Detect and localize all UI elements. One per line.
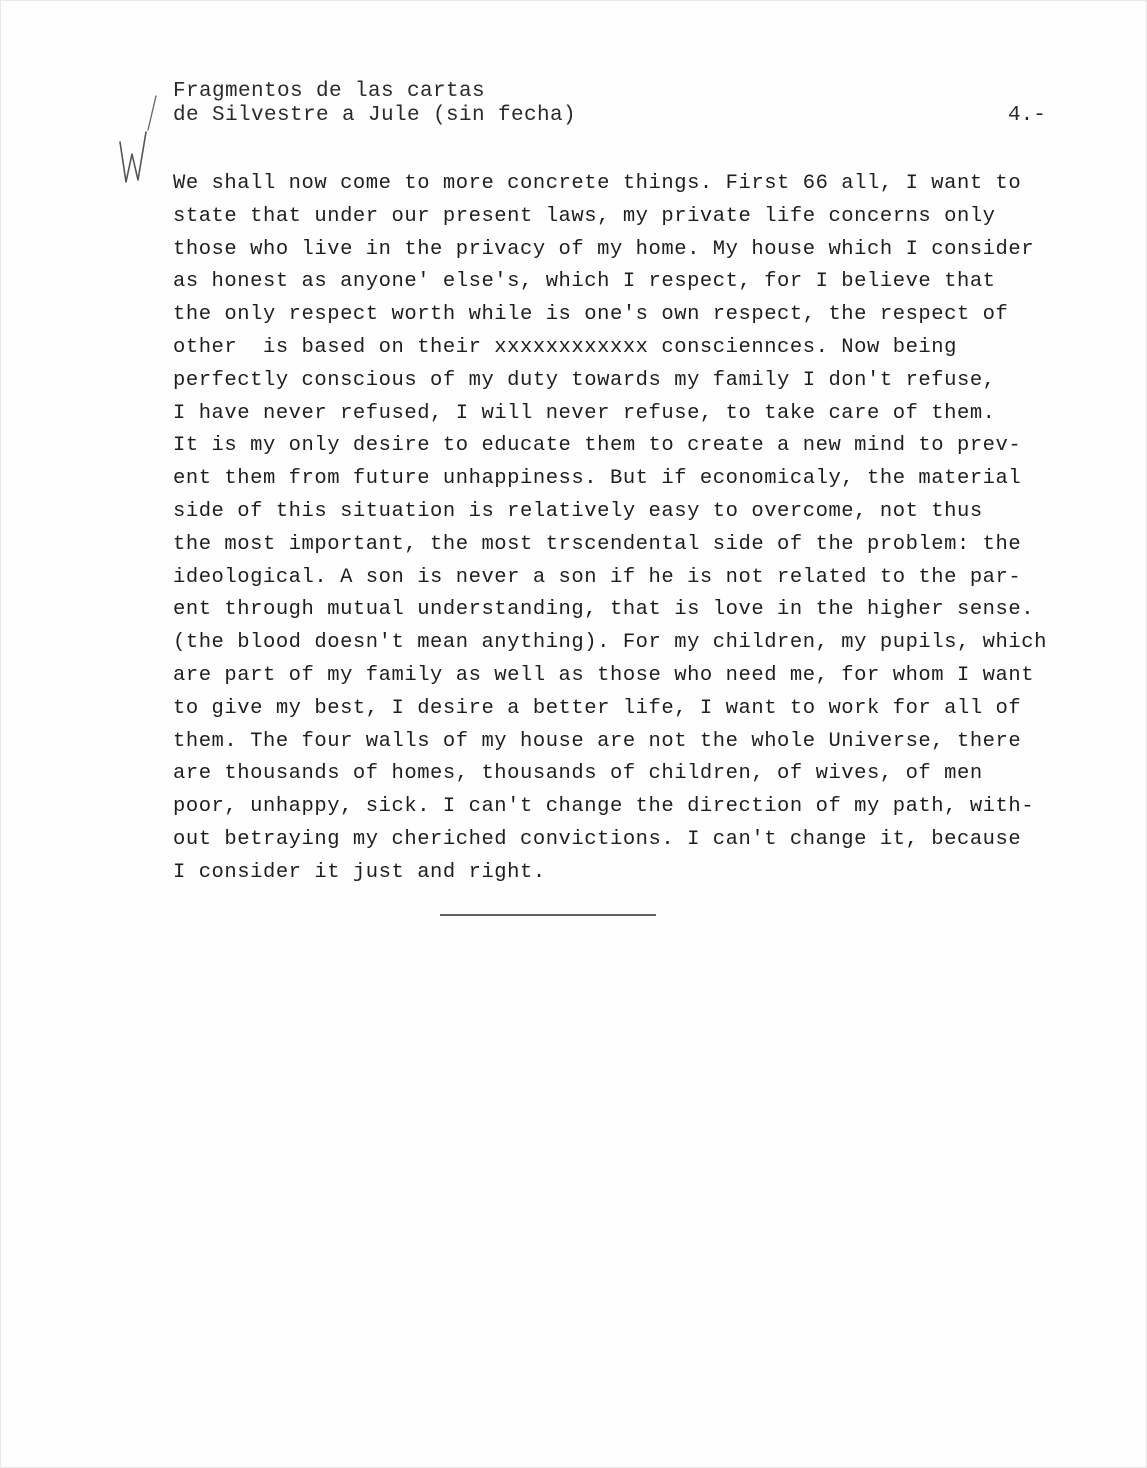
text-line: ideological. A son is never a son if he is not related to the par-: [173, 565, 1022, 589]
text-line: out betraying my cheriched convictions. I can't change it, because: [173, 827, 1022, 851]
text-line: ent through mutual understanding, that is love in the higher sense.: [173, 598, 1035, 622]
text-line: other is based on their xxxxxxxxxxxx consciennces. Now being: [173, 335, 957, 359]
text-line: state that under our present laws, my private life concerns only: [173, 204, 996, 228]
text-line: poor, unhappy, sick. I can't change the direction of my path, with-: [173, 795, 1035, 819]
text-line: them. The four walls of my house are not the whole Universe, there: [173, 729, 1022, 753]
text-line: It is my only desire to educate them to create a new mind to prev-: [173, 434, 1022, 458]
text-line: as honest as anyone' else's, which I respect, for I believe that: [173, 270, 996, 294]
text-line: perfectly conscious of my duty towards my family I don't refuse,: [173, 368, 996, 392]
closing-divider-line: [440, 914, 656, 916]
letter-body: [173, 168, 1113, 890]
text-line: side of this situation is relatively easy to overcome, not thus: [173, 499, 983, 523]
page-number: 4.-: [1008, 104, 1046, 127]
handwritten-initial-mark: [112, 92, 162, 192]
text-line: are part of my family as well as those who need me, for whom I want: [173, 663, 1035, 687]
text-line: the only respect worth while is one's own respect, the respect of: [173, 303, 1009, 327]
text-line: I have never refused, I will never refuse, to take care of them.: [173, 401, 996, 425]
header-line-2: de Silvestre a Jule (sin fecha): [173, 104, 577, 127]
text-line: are thousands of homes, thousands of children, of wives, of men: [173, 762, 983, 786]
document-header: [173, 80, 576, 128]
text-line: I consider it just and right.: [173, 860, 546, 884]
text-line: those who live in the privacy of my home. My house which I consider: [173, 237, 1035, 261]
text-line: (the blood doesn't mean anything). For my children, my pupils, which: [173, 631, 1047, 655]
header-line-1: Fragmentos de las cartas: [173, 80, 486, 103]
text-line: to give my best, I desire a better life, I want to work for all of: [173, 696, 1022, 720]
text-line: ent them from future unhappiness. But if economicaly, the material: [173, 467, 1022, 491]
text-line: the most important, the most trscendental side of the problem: the: [173, 532, 1022, 556]
text-line: We shall now come to more concrete things. First 66 all, I want to: [173, 172, 1022, 195]
